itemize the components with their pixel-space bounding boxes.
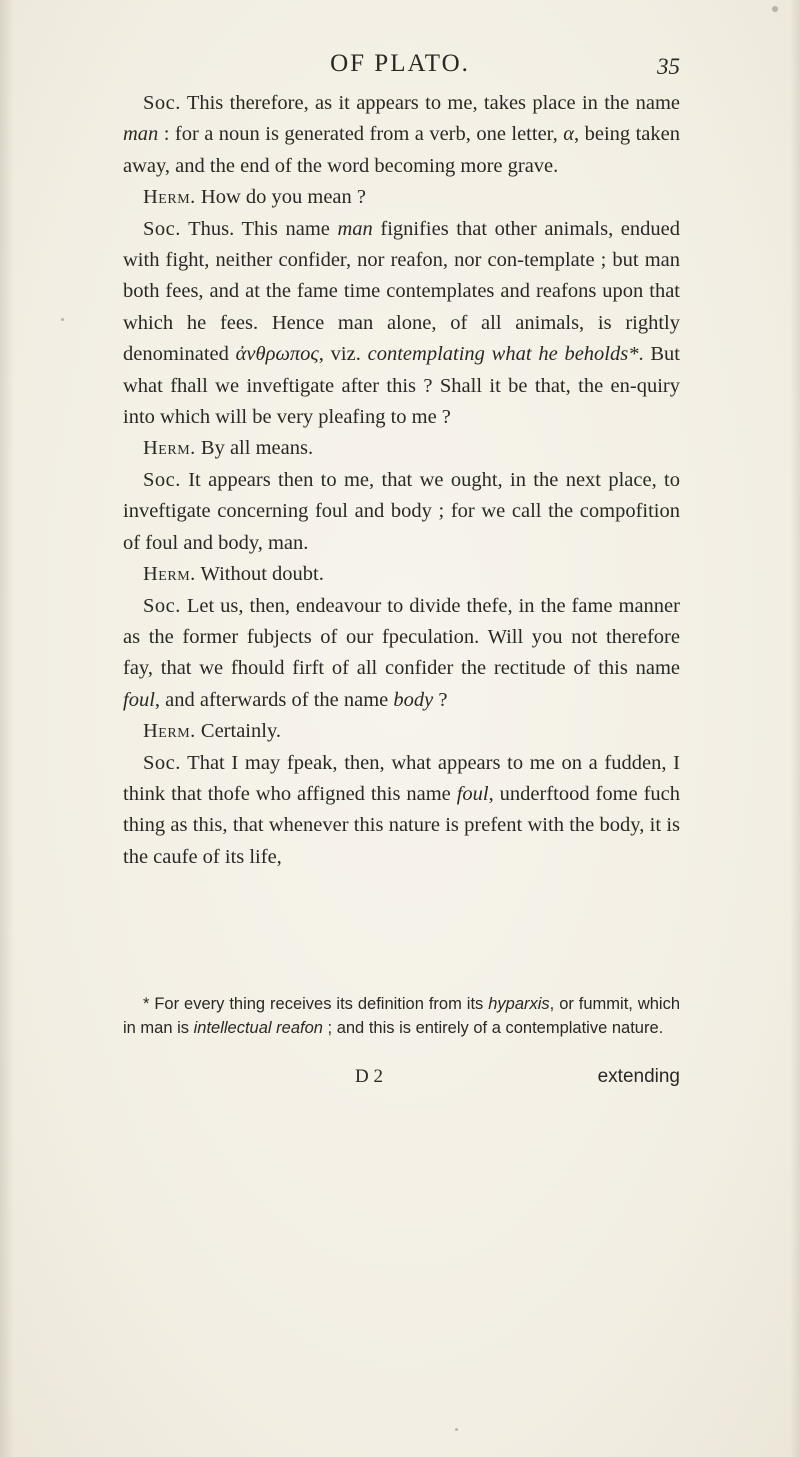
text-run: fignifies that other animals, endued with fight, neither confider, nor reafon, nor con-template ; but man both fees, and at the fame time contemplates and reafons upon that which he fees. Hence man alone, of all animals, is rightly denominated	[123, 217, 680, 366]
italic-text: body	[393, 688, 434, 711]
running-title: OF PLATO.	[330, 50, 470, 77]
main-text	[123, 88, 680, 873]
text-run: Without doubt.	[195, 563, 324, 586]
page-footer	[123, 1066, 680, 1096]
speaker-name: Herm.	[143, 437, 196, 460]
speaker-name: Soc.	[143, 217, 181, 240]
italic-text: α	[563, 123, 575, 146]
italic-text: foul	[123, 688, 155, 711]
text-run: ; and this is entirely of a contemplative nature.	[322, 1019, 664, 1037]
text-run: How do you mean ?	[195, 186, 367, 209]
signature-mark: D 2	[355, 1066, 383, 1087]
italic-text: man	[337, 217, 373, 240]
text-run: , and afterwards of the name	[154, 688, 394, 711]
speaker-name: Herm.	[143, 720, 196, 743]
footnote	[123, 992, 680, 1040]
speaker-name: Soc.	[143, 594, 181, 617]
ink-speck	[61, 318, 64, 321]
speaker-name: Soc.	[143, 468, 181, 491]
text-run: ?	[433, 688, 448, 711]
text-run: , or fummit, which in man is	[123, 995, 681, 1037]
text-run: Thus. This name	[180, 217, 338, 240]
speaker-name: Soc.	[143, 92, 181, 114]
dialogue-paragraph	[123, 591, 680, 717]
page-header	[120, 50, 680, 90]
speaker-name: Soc.	[143, 751, 181, 774]
text-run: This therefore, as it appears to me, takes place in the name	[180, 92, 680, 114]
italic-text: intellectual reafon	[193, 1019, 323, 1037]
italic-text: man	[123, 123, 159, 146]
text-run: * For every thing receives its definition from its	[143, 995, 489, 1013]
text-run: It appears then to me, that we ought, in the next place, to inveftigate concerning foul and body ; for we call the compofition of foul and body, man.	[123, 468, 680, 554]
dialogue-paragraph	[123, 88, 680, 182]
page-number: 35	[657, 54, 680, 79]
dialogue-paragraph	[123, 182, 680, 213]
speaker-name: Herm.	[143, 186, 196, 209]
italic-text: contemplating what he beholds*	[367, 343, 639, 366]
ink-speck	[772, 6, 778, 12]
dialogue-paragraph	[123, 748, 680, 874]
italic-text: ἀνθρωπος	[235, 343, 319, 366]
dialogue-paragraph	[123, 559, 680, 590]
catchword: extending	[597, 1066, 680, 1087]
text-run: , being taken away, and the end of the word becoming more grave.	[123, 123, 680, 177]
text-run: That I may fpeak, then, what appears to me on a fudden, I think that thofe who affigned this name	[123, 751, 680, 805]
dialogue-paragraph	[123, 433, 680, 464]
text-run: Certainly.	[195, 720, 281, 743]
italic-text: hyparxis	[488, 995, 550, 1013]
ink-speck	[455, 1428, 458, 1431]
right-page-edge-shadow	[790, 0, 800, 1457]
text-run: By all means.	[195, 437, 314, 460]
dialogue-paragraph	[123, 465, 680, 559]
italic-text: foul	[456, 782, 489, 805]
text-run: Let us, then, endeavour to divide thefe, in the fame manner as the former fubjects of our fpeculation. Will you not therefore fay, that we fhould firft of all confider the rectitude of this name	[123, 594, 680, 680]
dialogue-paragraph	[123, 214, 680, 434]
text-run: : for a noun is generated from a verb, one letter,	[158, 123, 564, 146]
dialogue-paragraph	[123, 716, 680, 747]
speaker-name: Herm.	[143, 563, 196, 586]
text-run: . But what fhall we inveftigate after this ? Shall it be that, the en-quiry into which will be very pleafing to me ?	[123, 343, 681, 429]
left-page-edge-shadow	[0, 0, 14, 1457]
text-run: , viz.	[318, 343, 368, 366]
text-run: , underftood fome fuch thing as this, that whenever this nature is prefent with the body, it is the caufe of its life,	[123, 782, 680, 868]
